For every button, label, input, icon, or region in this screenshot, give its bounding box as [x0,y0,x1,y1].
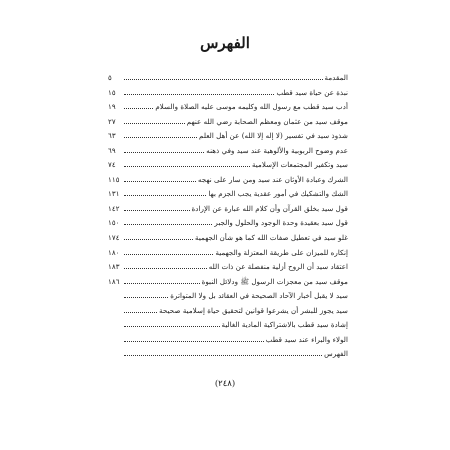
toc-entry [108,303,348,318]
toc-entry [108,332,348,347]
toc-entry-title: سيد لا يقبل أخبار الآحاد الصحيحة في العقائد بل ولا المتواترة [170,291,348,301]
toc-entry-page: ١٥٠ [108,218,120,228]
toc-entry [108,172,348,187]
toc-entry-page: ٧٤ [108,160,116,170]
page-number: (٢٤٨) [214,379,236,389]
toc-entry-title: غلو سيد في تعطيل صفات الله كما هو شأن الجهمية [195,233,348,243]
dot-leader [124,99,153,109]
table-of-contents [108,70,348,361]
dot-leader [124,70,323,80]
toc-entry [108,114,348,129]
dot-leader [124,157,250,167]
toc-entry-title: نبذة عن حياة سيد قطب [276,87,348,97]
dot-leader [124,186,206,196]
toc-entry-title: قول سيد بعقيدة وحدة الوجود والحلول والجبر [214,218,348,228]
toc-entry-page: ١٥ [108,87,116,97]
toc-entry [108,70,348,85]
toc-entry [108,201,348,216]
toc-entry-page: ١٤٢ [108,203,120,213]
toc-entry-page: ١٨٦ [108,276,120,286]
toc-entry-title: سيد وتكفير المجتمعات الإسلامية [251,160,348,170]
toc-entry-page: ١١٥ [108,174,120,184]
toc-entry [108,143,348,158]
toc-entry-page: ٦٣ [108,131,116,141]
toc-entry-title: الفهرس [324,349,348,359]
dot-leader [124,274,200,284]
dot-leader [124,259,207,269]
dot-leader [124,215,212,225]
toc-entry-title: اعتقاد سيد أن الروح أزلية منفصلة عن ذات الله [208,262,348,272]
toc-entry-title: موقف سيد من معجزات الرسول ﷺ ودلائل النبوة [201,276,348,286]
page-title: الفهرس [200,34,250,52]
toc-entry [108,346,348,361]
dot-leader [124,288,168,298]
dot-leader [124,172,196,182]
dot-leader [124,230,193,240]
toc-entry [108,215,348,230]
toc-entry-title: أدب سيد قطب مع رسول الله وكليمه موسى عليه الصلاة والسلام [155,102,348,112]
toc-entry-title: شذوذ سيد في تفسير (لا إله إلا الله) عن أهل العلم [199,131,348,141]
toc-entry [108,128,348,143]
toc-entry [108,157,348,172]
dot-leader [124,303,157,313]
dot-leader [124,85,274,95]
toc-entry [108,288,348,303]
toc-entry-page: ١٩ [108,102,116,112]
toc-entry-title: عدم وضوح الربوبية والألوهية عند سيد وفي ذهنه [206,145,348,155]
toc-entry-page: ١٧٤ [108,233,120,243]
toc-entry [108,99,348,114]
toc-entry-title: سيد يجوز للبشر أن يشرعوا قوانين لتحقيق حياة إسلامية صحيحة [159,305,348,315]
toc-entry-title: إنكاره للميزان على طريقة المعتزلة والجهمية [215,247,348,257]
toc-entry [108,317,348,332]
toc-entry-page: ٦٩ [108,145,116,155]
toc-entry-title: الشك والتشكيك في أمور عقدية يجب الجزم بها [208,189,348,199]
toc-entry-page: ١٨٣ [108,262,120,272]
toc-entry-title: موقف سيد من عثمان ومعظم الصحابة رضي الله عنهم [186,116,348,126]
dot-leader [124,332,264,342]
toc-entry-title: قول سيد بخلق القرآن وأن كلام الله عبارة عن الإرادة [191,203,348,213]
dot-leader [124,114,185,124]
toc-entry [108,230,348,245]
toc-entry-title: إشادة سيد قطب بالاشتراكية المادية الغالية [221,320,348,330]
toc-entry-title: الولاء والبراء عند سيد قطب [265,334,348,344]
toc-entry-title: الشرك وعبادة الأوثان عند سيد ومن سار على نهجه [197,174,348,184]
dot-leader [124,245,213,255]
toc-entry-page: ١٨٠ [108,247,120,257]
toc-entry-page: ١٣١ [108,189,120,199]
toc-entry [108,274,348,289]
dot-leader [124,346,322,356]
toc-entry [108,245,348,260]
toc-entry-page: ٥ [108,73,112,82]
toc-entry [108,259,348,274]
toc-entry-page: ٢٧ [108,116,116,126]
toc-entry [108,186,348,201]
dot-leader [124,128,197,138]
dot-leader [124,143,204,153]
toc-entry-title: المقدمة [324,73,348,82]
dot-leader [124,201,190,211]
dot-leader [124,317,220,327]
toc-entry [108,85,348,100]
